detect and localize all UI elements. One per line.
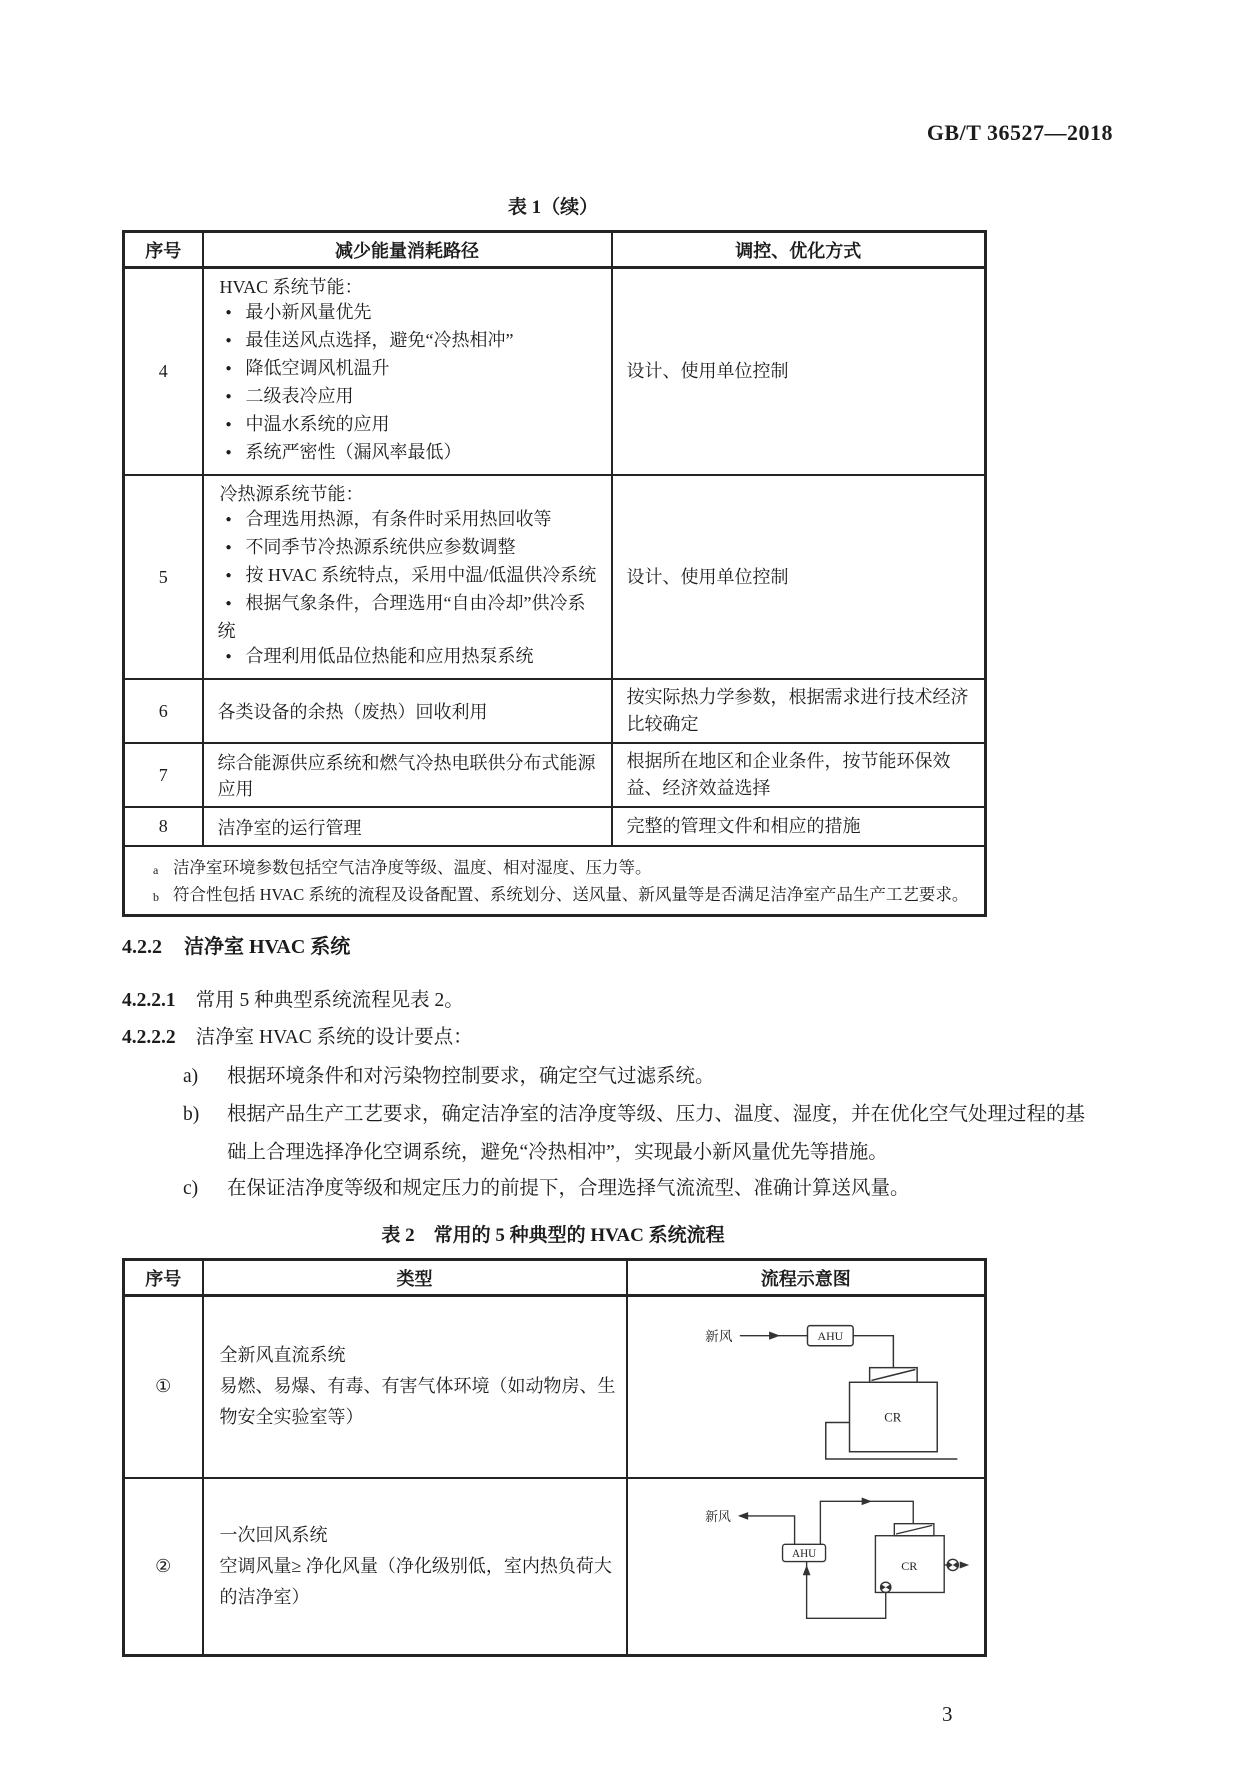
bullet-item: ● 根据气象条件，合理选用“自由冷却”供冷系统 xyxy=(218,591,603,644)
t2row1-no: ① xyxy=(124,1296,203,1478)
row8-method: 完整的管理文件和相应的措施 xyxy=(612,807,986,846)
table1-row-6 xyxy=(124,679,986,743)
return-duct-line xyxy=(806,1561,885,1618)
row6-no: 6 xyxy=(124,679,203,743)
filter-diagonal-line xyxy=(896,1525,932,1534)
table1-header-row xyxy=(124,232,986,268)
table1-row-4 xyxy=(124,268,986,476)
table1-footnotes xyxy=(124,846,986,916)
table1-row-8 xyxy=(124,807,986,846)
return-fan-blade xyxy=(885,1584,890,1590)
footnote-b-marker: b xyxy=(153,890,159,904)
row8-no: 8 xyxy=(124,807,203,846)
clause-4-2-2-heading xyxy=(122,930,350,959)
design-point-a xyxy=(183,1058,1093,1096)
footnote-b xyxy=(151,881,970,908)
row5-path-cell xyxy=(203,475,612,679)
row4-path-title: HVAC 系统节能： xyxy=(219,277,363,297)
table2-col-diagram: 流程示意图 xyxy=(627,1260,986,1296)
table2 xyxy=(122,1258,987,1657)
fresh-air-label: 新风 xyxy=(704,1329,733,1345)
table1-footnote-row xyxy=(124,846,986,916)
exhaust-fan-blade xyxy=(947,1561,952,1568)
system-type-title: 一次回风系统 xyxy=(219,1524,328,1545)
list-text: 根据产品生产工艺要求，确定洁净室的洁净度等级、压力、温度、湿度，并在优化空气处理过程的基础上合理选择净化空调系统，避免“冷热相冲”，实现最小新风量优先等措施。 xyxy=(227,1104,1086,1163)
flow-arrow-right-icon xyxy=(769,1332,780,1340)
t2row2-no: ② xyxy=(124,1478,203,1656)
bullet-item: ● 合理选用热源，有条件时采用热回收等 xyxy=(218,507,603,535)
list-marker: a) xyxy=(183,1066,199,1087)
cleanroom-label: CR xyxy=(900,1558,917,1573)
primary-return-system-diagram xyxy=(700,1491,970,1641)
system-type-desc: 空调风量≥ 净化风量（净化级别低，室内热负荷大的洁净室） xyxy=(219,1555,612,1607)
t2row2-diagram-cell xyxy=(627,1478,986,1656)
flow-arrow-right-icon xyxy=(959,1561,968,1568)
fresh-air-label: 新风 xyxy=(704,1509,731,1524)
footnote-a-marker: a xyxy=(153,863,159,877)
bullet-item: ● 按 HVAC 系统特点，采用中温/低温供冷系统 xyxy=(218,563,603,591)
row8-path: 洁净室的运行管理 xyxy=(203,807,612,846)
row7-method: 根据所在地区和企业条件，按节能环保效益、经济效益选择 xyxy=(612,743,986,807)
system-type-title: 全新风直流系统 xyxy=(219,1345,346,1366)
table1-col-path: 减少能量消耗路径 xyxy=(203,232,612,268)
row4-method: 设计、使用单位控制 xyxy=(612,268,986,476)
footnote-b-text: 符合性包括 HVAC 系统的流程及设备配置、系统划分、送风量、新风量等是否满足洁净室产品生产工艺要求。 xyxy=(173,885,969,904)
list-text: 在保证洁净度等级和规定压力的前提下，合理选择气流流型、准确计算送风量。 xyxy=(227,1178,910,1199)
return-fan-blade xyxy=(881,1584,886,1590)
table1 xyxy=(122,230,987,917)
table2-header-row xyxy=(124,1260,986,1296)
list-marker: c) xyxy=(183,1178,199,1199)
bullet-item: ● 最佳送风点选择，避免“冷热相冲” xyxy=(218,328,603,356)
list-text: 根据环境条件和对污染物控制要求，确定空气过滤系统。 xyxy=(227,1066,715,1087)
row6-method: 按实际热力学参数，根据需求进行技术经济比较确定 xyxy=(612,679,986,743)
footnote-a xyxy=(151,854,970,881)
table2-col-type: 类型 xyxy=(203,1260,627,1296)
table1-row-5 xyxy=(124,475,986,679)
bullet-item: ● 不同季节冷热源系统供应参数调整 xyxy=(218,535,603,563)
page-number: 3 xyxy=(942,1702,953,1726)
clause-4-2-2-2 xyxy=(122,1021,473,1049)
row7-no: 7 xyxy=(124,743,203,807)
row5-method: 设计、使用单位控制 xyxy=(612,475,986,679)
t2row2-type xyxy=(203,1478,627,1656)
clause-number: 4.2.2.2 xyxy=(122,1027,176,1048)
row4-path-cell xyxy=(203,268,612,476)
bullet-item: ● 二级表冷应用 xyxy=(218,384,603,412)
row4-no: 4 xyxy=(124,268,203,476)
bullet-item: ● 中温水系统的应用 xyxy=(218,412,603,440)
clause-text: 常用 5 种典型系统流程见表 2。 xyxy=(195,990,464,1011)
row5-path-title: 冷热源系统节能： xyxy=(219,484,364,504)
row6-path: 各类设备的余热（废热）回收利用 xyxy=(203,679,612,743)
bullet-item: ● 系统严密性（漏风率最低） xyxy=(218,440,603,468)
table2-row-2 xyxy=(124,1478,986,1656)
bullet-item: ● 合理利用低品位热能和应用热泵系统 xyxy=(218,644,603,672)
footnote-a-text: 洁净室环境参数包括空气洁净度等级、温度、相对湿度、压力等。 xyxy=(173,858,652,877)
t2row1-type xyxy=(203,1296,627,1478)
bullet-item: ● 降低空调风机温升 xyxy=(218,356,603,384)
table2-col-no: 序号 xyxy=(124,1260,203,1296)
clause-number: 4.2.2.1 xyxy=(122,990,176,1011)
row5-no: 5 xyxy=(124,475,203,679)
once-through-system-diagram xyxy=(696,1311,961,1465)
bullet-item: ● 最小新风量优先 xyxy=(218,300,603,328)
ahu-label: AHU xyxy=(791,1547,816,1560)
flow-arrow-up-icon xyxy=(802,1564,810,1574)
row5-bullet-list xyxy=(218,507,603,672)
clause-text: 洁净室 HVAC 系统的设计要点： xyxy=(195,1027,473,1048)
fresh-air-duct-line xyxy=(742,1515,794,1543)
list-marker: b) xyxy=(183,1104,200,1125)
row4-bullet-list xyxy=(218,300,603,468)
table1-row-7 xyxy=(124,743,986,807)
t2row1-diagram-cell xyxy=(627,1296,986,1478)
ahu-label: AHU xyxy=(817,1329,843,1344)
doc-code: GB/T 36527—2018 xyxy=(926,120,1113,145)
supply-duct-line xyxy=(820,1501,913,1544)
design-point-c xyxy=(183,1170,1093,1208)
design-point-b xyxy=(183,1096,1093,1172)
filter-diagonal-line xyxy=(871,1369,915,1380)
table1-caption: 表 1（续） xyxy=(507,197,599,218)
table2-caption: 表 2 常用的 5 种典型的 HVAC 系统流程 xyxy=(381,1225,725,1246)
clause-4-2-2-1 xyxy=(122,984,464,1012)
system-type-desc: 易燃、易爆、有毒、有害气体环境（如动物房、生物安全实验室等） xyxy=(219,1376,616,1428)
table1-col-no: 序号 xyxy=(124,232,203,268)
flow-arrow-right-icon xyxy=(861,1497,871,1505)
clause-title: 洁净室 HVAC 系统 xyxy=(184,936,351,958)
table1-col-method: 调控、优化方式 xyxy=(612,232,986,268)
clause-number: 4.2.2 xyxy=(122,936,162,958)
table2-row-1 xyxy=(124,1296,986,1478)
row7-path: 综合能源供应系统和燃气冷热电联供分布式能源应用 xyxy=(203,743,612,807)
exhaust-fan-blade xyxy=(952,1561,957,1568)
supply-duct-line xyxy=(853,1336,893,1368)
cleanroom-label: CR xyxy=(883,1410,901,1425)
